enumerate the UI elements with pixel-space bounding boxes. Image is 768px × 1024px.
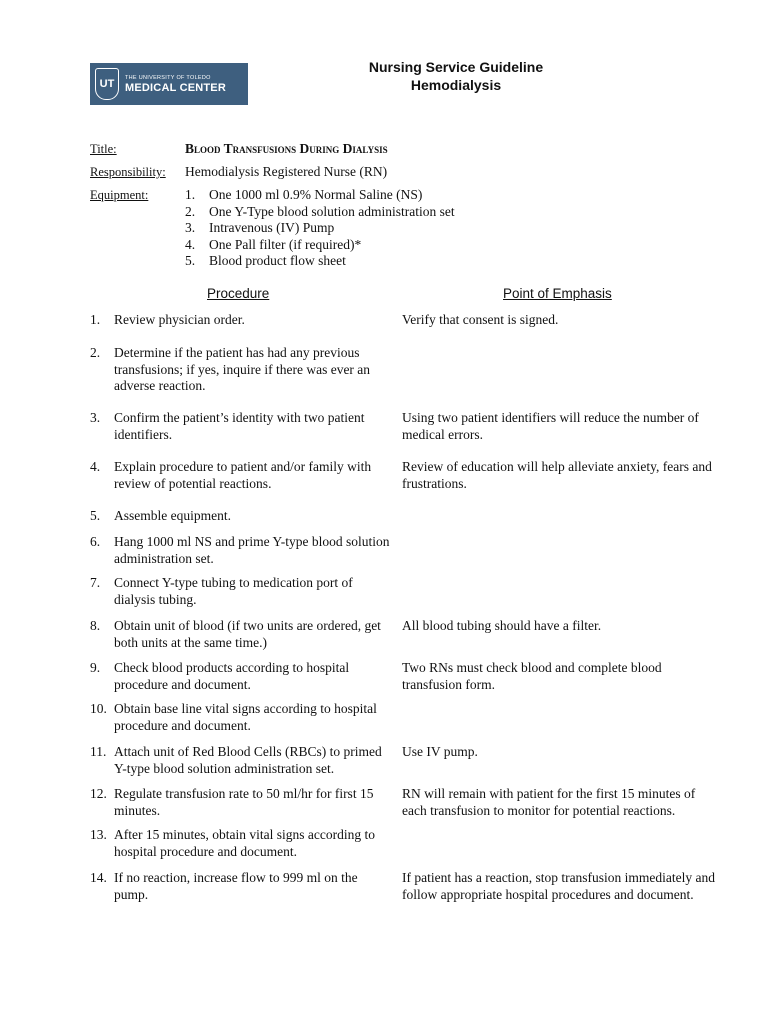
step-emphasis: Using two patient identifiers will reduce the number of medical errors. xyxy=(402,410,699,442)
step-text: Hang 1000 ml NS and prime Y-type blood solution administration set. xyxy=(114,534,390,566)
equipment-item: 2. One Y-Type blood solution administration set xyxy=(185,203,455,219)
step-emphasis: If patient has a reaction, stop transfusion immediately and follow appropriate hospital procedures and document. xyxy=(402,870,716,902)
step-emphasis: Two RNs must check blood and complete blood transfusion form. xyxy=(402,660,662,692)
step-emphasis: Use IV pump. xyxy=(402,744,478,759)
step-text: Assemble equipment. xyxy=(114,508,231,523)
step-number: 5. xyxy=(90,508,101,523)
step-number: 8. xyxy=(90,618,101,633)
equipment-label: Equipment: xyxy=(90,188,149,202)
step-emphasis: Review of education will help alleviate anxiety, fears and frustrations. xyxy=(402,459,712,491)
shield-icon: UT xyxy=(95,68,119,100)
responsibility-label: Responsibility: xyxy=(90,165,166,179)
step-number: 11. xyxy=(90,744,107,759)
document-subtitle: Hemodialysis xyxy=(410,77,502,93)
university-logo xyxy=(90,63,248,105)
equipment-item: 5. Blood product flow sheet xyxy=(185,253,346,268)
step-text: Obtain base line vital signs according to hospital procedure and document. xyxy=(114,701,377,733)
step-number: 9. xyxy=(90,660,101,675)
logo-text xyxy=(125,75,226,94)
step-number: 7. xyxy=(90,575,101,590)
logo-university-name: THE UNIVERSITY OF TOLEDO xyxy=(125,74,211,81)
title-value: Blood Transfusions During Dialysis xyxy=(185,141,388,156)
step-number: 14. xyxy=(90,870,107,885)
step-text: Regulate transfusion rate to 50 ml/hr for first 15 minutes. xyxy=(114,786,374,818)
step-number: 6. xyxy=(90,534,101,549)
equipment-item: 1. One 1000 ml 0.9% Normal Saline (NS) xyxy=(185,187,423,202)
step-text: Attach unit of Red Blood Cells (RBCs) to primed Y-type blood solution administration set. xyxy=(114,744,382,776)
logo-medical-center: MEDICAL CENTER xyxy=(125,81,226,94)
step-text: Check blood products according to hospital procedure and document. xyxy=(114,660,350,692)
step-text: Review physician order. xyxy=(114,312,245,327)
step-number: 4. xyxy=(90,459,101,474)
document-title: Nursing Service Guideline xyxy=(368,59,544,75)
step-emphasis: Verify that consent is signed. xyxy=(402,312,559,327)
step-emphasis: RN will remain with patient for the first 15 minutes of each transfusion to monitor for potential reactions. xyxy=(402,786,696,818)
step-number: 12. xyxy=(90,786,107,801)
step-text: After 15 minutes, obtain vital signs according to hospital procedure and document. xyxy=(114,827,375,859)
step-number: 10. xyxy=(90,701,107,716)
equipment-list xyxy=(185,187,455,270)
emphasis-column-header: Point of Emphasis xyxy=(503,286,612,301)
step-text: If no reaction, increase flow to 999 ml on the pump. xyxy=(114,870,358,902)
step-number: 2. xyxy=(90,345,101,360)
equipment-item: 4. One Pall filter (if required)* xyxy=(185,236,362,252)
procedure-column-header: Procedure xyxy=(207,286,270,301)
step-emphasis: All blood tubing should have a filter. xyxy=(402,618,602,633)
step-text: Obtain unit of blood (if two units are ordered, get both units at the same time.) xyxy=(114,618,381,650)
step-number: 13. xyxy=(90,827,107,842)
step-text: Determine if the patient has had any previous transfusions; if yes, inquire if there was ever an adverse reaction. xyxy=(114,345,371,393)
step-text: Explain procedure to patient and/or family with review of potential reactions. xyxy=(114,459,372,491)
step-number: 1. xyxy=(90,312,101,327)
step-text: Connect Y-type tubing to medication port of dialysis tubing. xyxy=(114,575,353,607)
title-label: Title: xyxy=(90,142,117,156)
responsibility-value: Hemodialysis Registered Nurse (RN) xyxy=(185,164,388,179)
step-text: Confirm the patient’s identity with two patient identifiers. xyxy=(114,410,365,442)
equipment-item: 3. Intravenous (IV) Pump xyxy=(185,220,335,235)
step-number: 3. xyxy=(90,410,101,425)
